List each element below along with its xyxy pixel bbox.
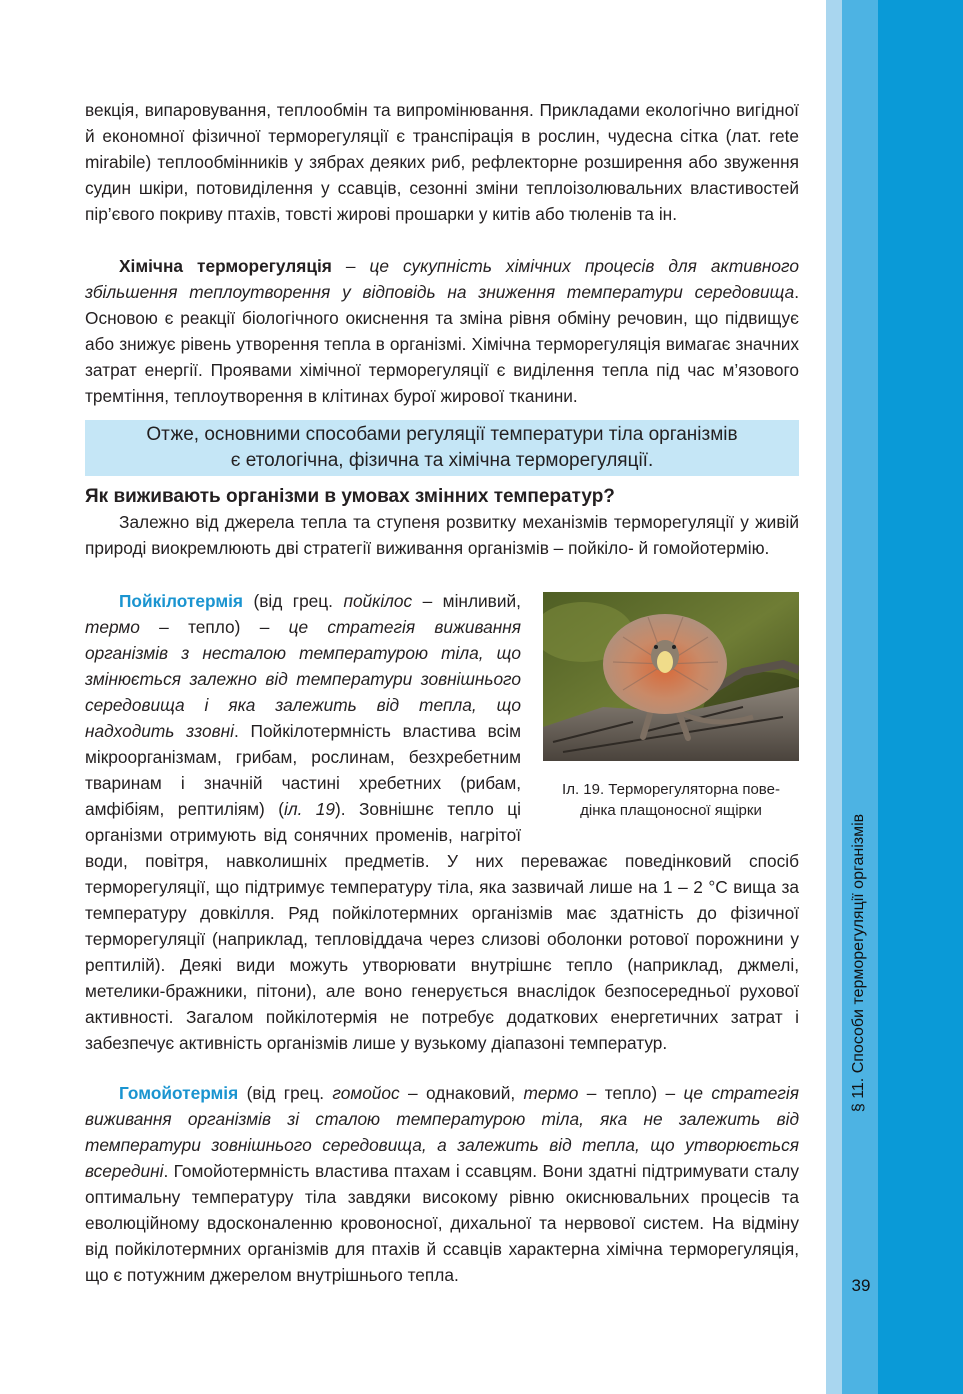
figure-caption xyxy=(543,779,799,821)
paragraph-chemical-thermoregulation xyxy=(85,253,799,409)
term-homoiothermy: Гомойотермія xyxy=(119,1083,239,1103)
side-band-medium xyxy=(842,0,878,1394)
greek-word: термо xyxy=(523,1083,579,1103)
summary-line-2: є етологічна, фізична та хімічна терморегуляції. xyxy=(230,450,654,471)
paragraph-physical-thermoregulation-end xyxy=(85,97,799,227)
summary-line-1: Отже, основними способами регуляції температури тіла організмів xyxy=(146,424,738,445)
summary-box xyxy=(85,420,799,476)
figure-reference: іл. 19 xyxy=(283,799,336,819)
term-poikilothermy: Пойкілотермія xyxy=(119,591,243,611)
greek-word: пойкілос xyxy=(343,591,413,611)
text-fragment: – мінливий, xyxy=(412,591,521,611)
side-band-dark xyxy=(878,0,963,1394)
definition-text: це стратегія виживання організмів з несталою температурою тіла, що змінюється залежно від температури зовнішнього середовища і яка залежить від тепла, що надходить ззовні xyxy=(85,617,521,741)
term-chemical-thermoregulation: Хімічна терморегуляція xyxy=(119,256,332,276)
paragraph-text: Залежно від джерела тепла та ступеня розвитку механізмів терморегуляції у живій природі виокремлюють дві стратегії виживання організмів – пойкіло- й гомойотермію. xyxy=(85,512,799,558)
paragraph-homoiothermy xyxy=(85,1080,799,1288)
greek-word: термо xyxy=(85,617,140,637)
figure-19 xyxy=(543,592,799,836)
text-fragment: – тепло) – xyxy=(578,1083,684,1103)
section-heading: Як виживають організми в умовах змінних температур? xyxy=(85,486,615,507)
paragraph-text: . Основою є реакції біологічного окиснення та зміна рівня обміну речовин, що підвищує або знижує рівень утворення тепла в організмі. Хімічна терморегуляція вимагає значних затрат енергії. Проявами хімічної терморегуляції є виділення тепла під час м’язового тремтіння, теплоутворення в клітинах бурої жирової тканини. xyxy=(85,282,799,406)
caption-line-2: дінка плащоносної ящірки xyxy=(580,802,762,819)
greek-word: гомойос xyxy=(332,1083,400,1103)
page-number: 39 xyxy=(851,1276,871,1295)
paragraph-text: векція, випаровування, теплообмін та випромінювання. Прикладами екологічно вигідної й економної фізичної терморегуляції є транспірація в рослин, чудесна сітка (лат. rete mirabile) теплообмінників у зябрах деяких риб, рефлекторне розширення або звуження судин шкіри, потовиділення у ссавців, сезонні зміни теплоізолювальних властивостей пір’євого покриву птахів, товсті жирові прошарки у китів або тюленів та ін. xyxy=(85,100,799,224)
text-fragment: – однаковий, xyxy=(399,1083,524,1103)
text-fragment: . Гомойотермність властива птахам і ссавцям. Вони здатні підтримувати сталу оптимальну температуру тіла завдяки високому рівню окиснювальних процесів та еволюційному вдосконаленню кровоносної, дихальної та нервової систем. На відміну від пойкілотермних організмів для птахів й ссавців характерна хімічна терморегуляція, що є потужним джерелом внутрішнього тепла. xyxy=(85,1161,799,1285)
definition-text: це стратегія виживання організмів зі сталою температурою тіла, яка не залежить від температури зовнішнього середовища, а залежить від тепла, що утворюється всередині xyxy=(85,1083,799,1181)
text-fragment: ). Зовнішнє тепло ці організми отримують від сонячних променів, нагрітої води, повітря, навколишніх предметів. У них переважає поведінковий спосіб терморегуляції, що підтримує температуру тіла, яка зазвичай лише на 1 – 2 °С вища за температуру довкілля. Ряд пойкілотермних організмів має здатність до фізичної терморегуляції (наприклад, тепловіддача через слизові оболонки ротової порожнини у рептилій). Деякі види можуть утворювати внутрішнє тепло (наприклад, джмелі, метелики-бражники, пітони), але воно генерується внаслідок безпосередньої рухової активності. Загалом пойкілотермія не потребує додаткових енергетичних затрат і забезпечує активність організмів лише у вузькому діапазоні температур. xyxy=(85,799,799,1053)
text-fragment: . Пойкілотермність властива всім мікроорганізмам, грибам, рослинам, безхребетним тваринам і значній частині хребетних (рибам, амфібіям, рептиліям) ( xyxy=(85,721,522,819)
text-fragment: (від грец. xyxy=(238,1083,333,1103)
paragraph-poikilothermy xyxy=(85,588,799,1056)
paragraph-strategies-intro xyxy=(85,509,799,561)
caption-line-1: Іл. 19. Терморегуляторна пове- xyxy=(562,781,780,798)
frilled-lizard-photo xyxy=(543,592,799,761)
text-fragment: – тепло) – xyxy=(139,617,289,637)
section-title-vertical: § 11. Способи терморегуляції організмів xyxy=(850,813,867,1113)
text-fragment: (від грец. xyxy=(243,591,344,611)
definition-text: – це сукупність хімічних процесів для активного збільшення теплоутворення у відповідь на зниження температури середовища xyxy=(85,256,799,302)
